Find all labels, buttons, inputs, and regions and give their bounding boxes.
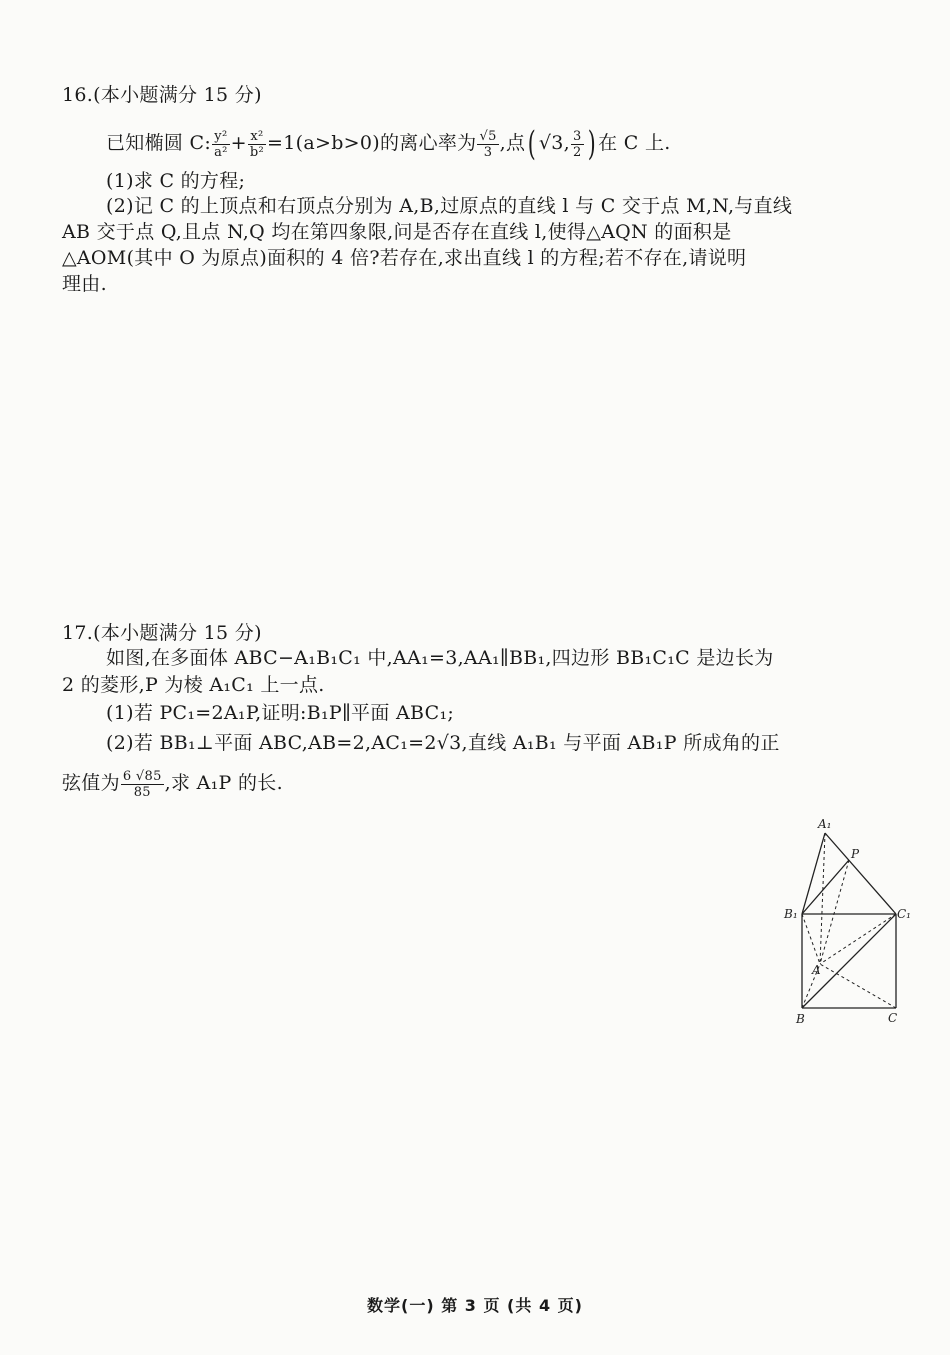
numerator: 6 √85: [122, 768, 162, 784]
fraction-y2-a2: [212, 129, 230, 160]
denominator: 85: [133, 784, 151, 800]
q16-statement: [106, 122, 671, 164]
q16-part2-line4: 理由.: [62, 273, 107, 295]
denominator: a²: [214, 144, 228, 160]
fraction-three-halves: [571, 129, 584, 160]
label-a1: A₁: [818, 817, 832, 831]
q17-line1: 如图,在多面体 ABC−A₁B₁C₁ 中,AA₁=3,AA₁∥BB₁,四边形 BB₁C₁C 是边长为: [106, 647, 774, 669]
numerator: x²: [248, 129, 266, 145]
numerator: √5: [479, 128, 497, 144]
plus-sign: +: [230, 132, 247, 154]
left-paren: (: [527, 124, 537, 164]
label-b: B: [796, 1012, 805, 1026]
text: 弦值为: [62, 772, 120, 794]
label-p: P: [851, 847, 860, 861]
page-footer: 数学(一) 第 3 页 (共 4 页): [367, 1296, 583, 1315]
q16-part2-line1: (2)记 C 的上顶点和右顶点分别为 A,B,过原点的直线 l 与 C 交于点 M,N,与直线: [106, 195, 793, 217]
right-paren: ): [587, 124, 596, 164]
q16-part2-line2: AB 交于点 Q,且点 N,Q 均在第四象限,问是否存在直线 l,使得△AQN 的面积是: [62, 221, 732, 243]
denominator: 2: [573, 144, 582, 160]
q16-part2-line3: △AOM(其中 O 为原点)面积的 4 倍?若存在,求出直线 l 的方程;若不存在,请说明: [62, 247, 747, 269]
q17-part1: (1)若 PC₁=2A₁P,证明:B₁P∥平面 ABC₁;: [106, 702, 455, 724]
edge-p-a: [820, 860, 849, 964]
q16-header: 16.(本小题满分 15 分): [62, 84, 262, 106]
text: ,求 A₁P 的长.: [164, 772, 283, 794]
denominator: 3: [483, 144, 493, 160]
edge-b-c1: [802, 914, 896, 1008]
text: ,: [563, 132, 570, 154]
numerator: y²: [212, 129, 230, 145]
edge-a1-a: [820, 833, 825, 964]
q16-part1: (1)求 C 的方程;: [106, 170, 246, 192]
edge-b1-a: [802, 914, 820, 964]
q17-line2: 2 的菱形,P 为棱 A₁C₁ 上一点.: [62, 674, 325, 696]
label-b1: B₁: [784, 907, 798, 921]
fraction-sine-value: [121, 769, 164, 800]
fraction-x2-b2: [248, 129, 266, 160]
label-a: A: [812, 963, 821, 977]
edge-c-a: [820, 964, 896, 1008]
q17-header: 17.(本小题满分 15 分): [62, 622, 262, 644]
numerator: 3: [573, 128, 582, 144]
text: 在 C 上.: [598, 132, 671, 154]
text: 已知椭圆 C:: [106, 132, 212, 154]
edge-b1-a1: [802, 833, 825, 914]
edge-c1-a: [820, 914, 896, 964]
q17-part2-line2: [62, 762, 283, 804]
polyhedron-figure: [780, 812, 915, 1030]
text: ,点: [499, 132, 526, 154]
q17-part2-line1: (2)若 BB₁⊥平面 ABC,AB=2,AC₁=2√3,直线 A₁B₁ 与平面 AB₁P 所成角的正: [106, 732, 780, 754]
fraction-eccentricity: [477, 129, 498, 160]
label-c: C: [888, 1011, 898, 1025]
text: =1(a>b>0)的离心率为: [267, 132, 477, 154]
label-c1: C₁: [897, 907, 911, 921]
edge-a1-c1: [825, 833, 896, 914]
denominator: b²: [249, 144, 265, 160]
point-x: √3: [538, 132, 564, 154]
